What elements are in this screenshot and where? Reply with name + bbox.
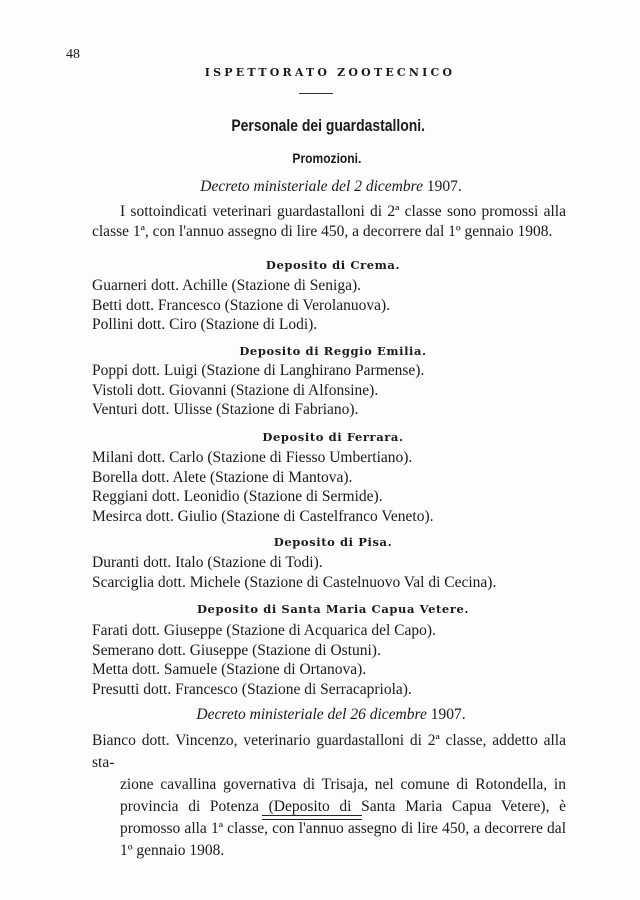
list-item: Poppi dott. Luigi (Stazione di Langhirano Parmense). — [92, 362, 425, 379]
section-title: Personale dei guardastalloni. — [231, 116, 426, 135]
list-item: Metta dott. Samuele (Stazione di Ortanova). — [92, 661, 367, 678]
list-item: Mesirca dott. Giulio (Stazione di Castelfranco Veneto). — [92, 507, 434, 525]
list-item: Betti dott. Francesco (Stazione di Verolanuova). — [92, 296, 391, 314]
depot-heading-ferrara: Deposito di Ferrara. — [262, 430, 404, 444]
list-item: Venturi dott. Ulisse (Stazione di Fabriano). — [92, 401, 359, 418]
list-item: Duranti dott. Italo (Stazione di Todi). — [92, 554, 323, 571]
list-item: Milani dott. Carlo (Stazione di Fiesso Umbertiano). — [92, 449, 413, 466]
decree-year: 1907. — [430, 706, 466, 723]
decree-label: Decreto ministeriale del 2 dicembre — [200, 178, 423, 195]
final-paragraph — [92, 730, 566, 862]
list-item: Semerano dott. Giuseppe (Stazione di Ostuni). — [92, 641, 381, 659]
depot-list-reggio-emilia — [92, 361, 572, 420]
depot-heading-reggio-emilia: Deposito di Reggio Emilia. — [239, 344, 427, 358]
decree-heading-1 — [0, 178, 640, 196]
head-rule-divider — [299, 93, 333, 94]
running-head: ISPETTORATO ZOOTECNICO — [204, 66, 456, 79]
depot-list-santa-maria-capua-vetere — [92, 621, 572, 699]
depot-list-crema — [92, 276, 572, 335]
final-paragraph-first-line: Bianco dott. Vincenzo, veterinario guardastalloni di 2ª classe, addetto alla sta- — [92, 732, 566, 771]
end-double-rule-divider — [262, 815, 362, 820]
list-item: Presutti dott. Francesco (Stazione di Serracapriola). — [92, 680, 412, 698]
final-paragraph-rest: zione cavallina governativa di Trisaja, nel comune di Rotondella, in provincia di Potenza (Deposito di Santa Maria Capua Vetere), è promosso alla 1ª classe, con l'annuo assegno di lire 450, a decorrere dal 1º gennaio 1908. — [120, 776, 566, 859]
list-item: Guarneri dott. Achille (Stazione di Seniga). — [92, 277, 362, 294]
list-item: Scarciglia dott. Michele (Stazione di Castelnuovo Val di Cecina). — [92, 573, 497, 591]
decree-label: Decreto ministeriale del 26 dicembre — [196, 706, 427, 723]
depot-heading-crema: Deposito di Crema. — [265, 258, 401, 272]
decree-year: 1907. — [426, 178, 462, 195]
depot-list-ferrara — [92, 448, 572, 526]
intro-paragraph — [92, 202, 566, 242]
list-item: Borella dott. Alete (Stazione di Mantova). — [92, 468, 353, 486]
depot-list-pisa — [92, 553, 572, 592]
list-item: Farati dott. Giuseppe (Stazione di Acquarica del Capo). — [92, 622, 436, 639]
subsection-title: Promozioni. — [292, 150, 362, 166]
list-item: Pollini dott. Ciro (Stazione di Lodi). — [92, 316, 318, 333]
page-number: 48 — [66, 47, 80, 62]
intro-paragraph-text: I sottoindicati veterinari guardastalloni di 2ª classe sono promossi alla classe 1ª, con l'annuo assegno di lire 450, a decorrere dal 1º gennaio 1908. — [92, 203, 566, 240]
depot-heading-pisa: Deposito di Pisa. — [273, 535, 393, 549]
list-item: Vistoli dott. Giovanni (Stazione di Alfonsine). — [92, 381, 379, 399]
decree-heading-2 — [0, 706, 640, 724]
depot-heading-santa-maria-capua-vetere: Deposito di Santa Maria Capua Vetere. — [196, 602, 470, 616]
list-item: Reggiani dott. Leonidio (Stazione di Sermide). — [92, 488, 383, 505]
